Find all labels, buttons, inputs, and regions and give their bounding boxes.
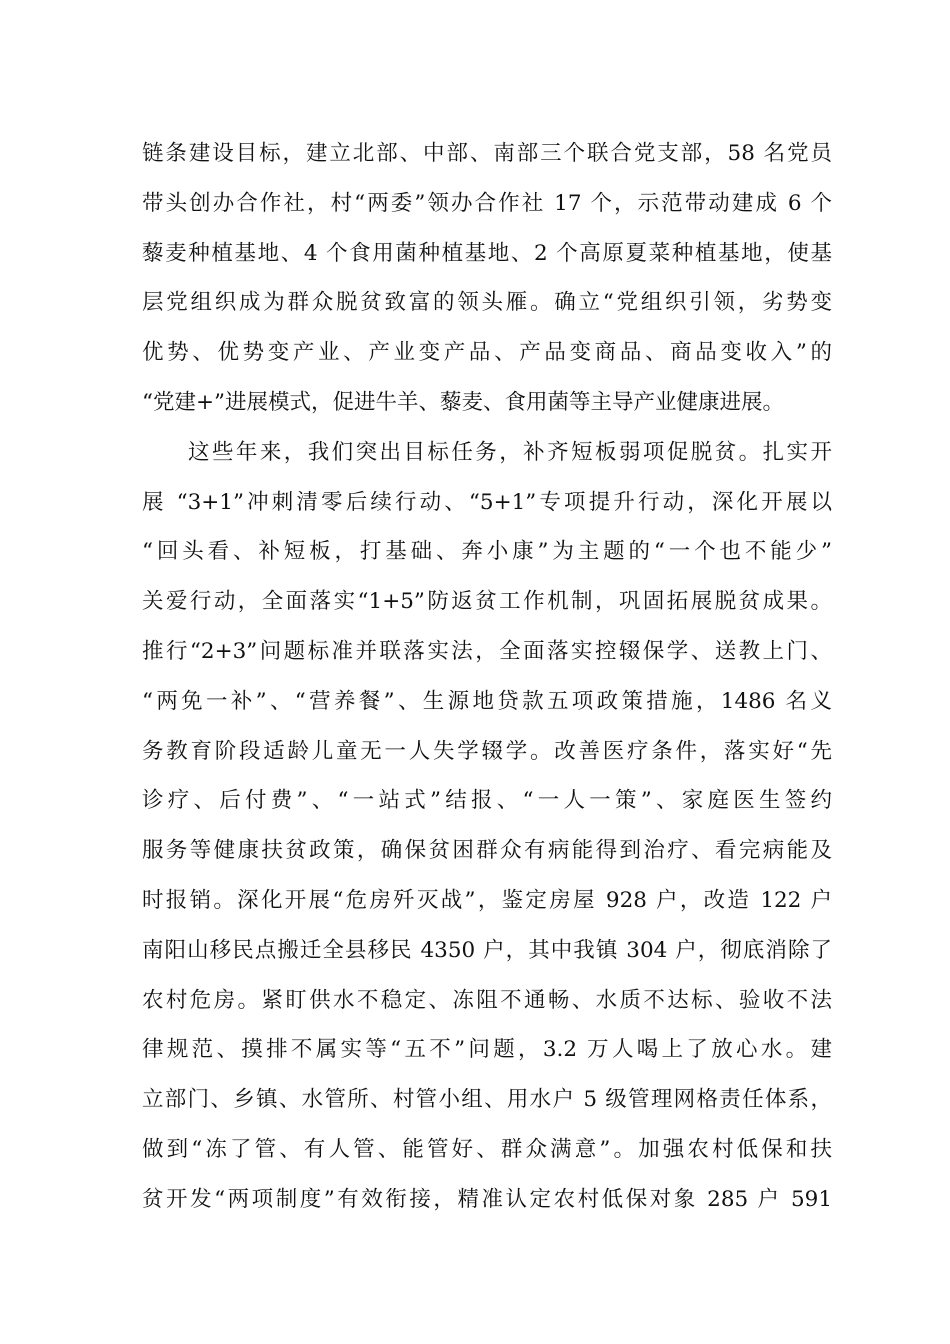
text-line: 层党组织成为群众脱贫致富的领头雁。确立“党组织引领，劣势变 [142,290,832,316]
text-line: “回头看、补短板，打基础、奔小康”为主题的“一个也不能少” [142,539,832,565]
text-line: 诊疗、后付费”、“一站式”结报、“一人一策”、家庭医生签约 [142,788,832,814]
text-line: “两免一补”、“营养餐”、生源地贷款五项政策措施，1486 名义 [142,688,832,714]
text-line: 贫开发“两项制度”有效衔接，精准认定农村低保对象 285 户 591 [142,1186,832,1212]
text-line: 展 “3+1”冲刺清零后续行动、“5+1”专项提升行动，深化开展以 [142,489,832,515]
text-line: 带头创办合作社，村“两委”领办合作社 17 个，示范带动建成 6 个 [142,190,832,216]
text-line: 关爱行动，全面落实“1+5”防返贫工作机制，巩固拓展脱贫成果。 [142,589,832,615]
text-line: 立部门、乡镇、水管所、村管小组、用水户 5 级管理网格责任体系， [142,1087,832,1113]
body-text [142,134,832,1230]
text-line: 链条建设目标，建立北部、中部、南部三个联合党支部，58 名党员 [142,141,832,166]
text-line: 时报销。深化开展“危房歼灭战”，鉴定房屋 928 户，改造 122 户 [142,887,832,913]
text-line: 南阳山移民点搬迁全县移民 4350 户，其中我镇 304 户，彻底消除了 [142,937,832,963]
text-line: 藜麦种植基地、4 个食用菌种植基地、2 个高原夏菜种植基地，使基 [142,240,832,266]
paragraph-first-line: 这些年来，我们突出目标任务，补齐短板弱项促脱贫。扎实开 [188,439,832,465]
text-line: “党建+”进展模式，促进牛羊、藜麦、食用菌等主导产业健康进展。 [142,389,785,415]
text-line: 做到“冻了管、有人管、能管好、群众满意”。加强农村低保和扶 [142,1136,832,1162]
text-line: 务教育阶段适龄儿童无一人失学辍学。改善医疗条件，落实好“先 [142,738,832,764]
text-line: 推行“2+3”问题标准并联落实法，全面落实控辍保学、送教上门、 [142,638,832,664]
text-line: 农村危房。紧盯供水不稳定、冻阻不通畅、水质不达标、验收不法 [142,987,832,1013]
text-line: 优势、优势变产业、产业变产品、产品变商品、商品变收入”的 [142,340,832,366]
text-line: 律规范、摸排不属实等“五不”问题，3.2 万人喝上了放心水。建 [142,1037,832,1063]
text-line: 服务等健康扶贫政策，确保贫困群众有病能得到治疗、看完病能及 [142,838,832,864]
